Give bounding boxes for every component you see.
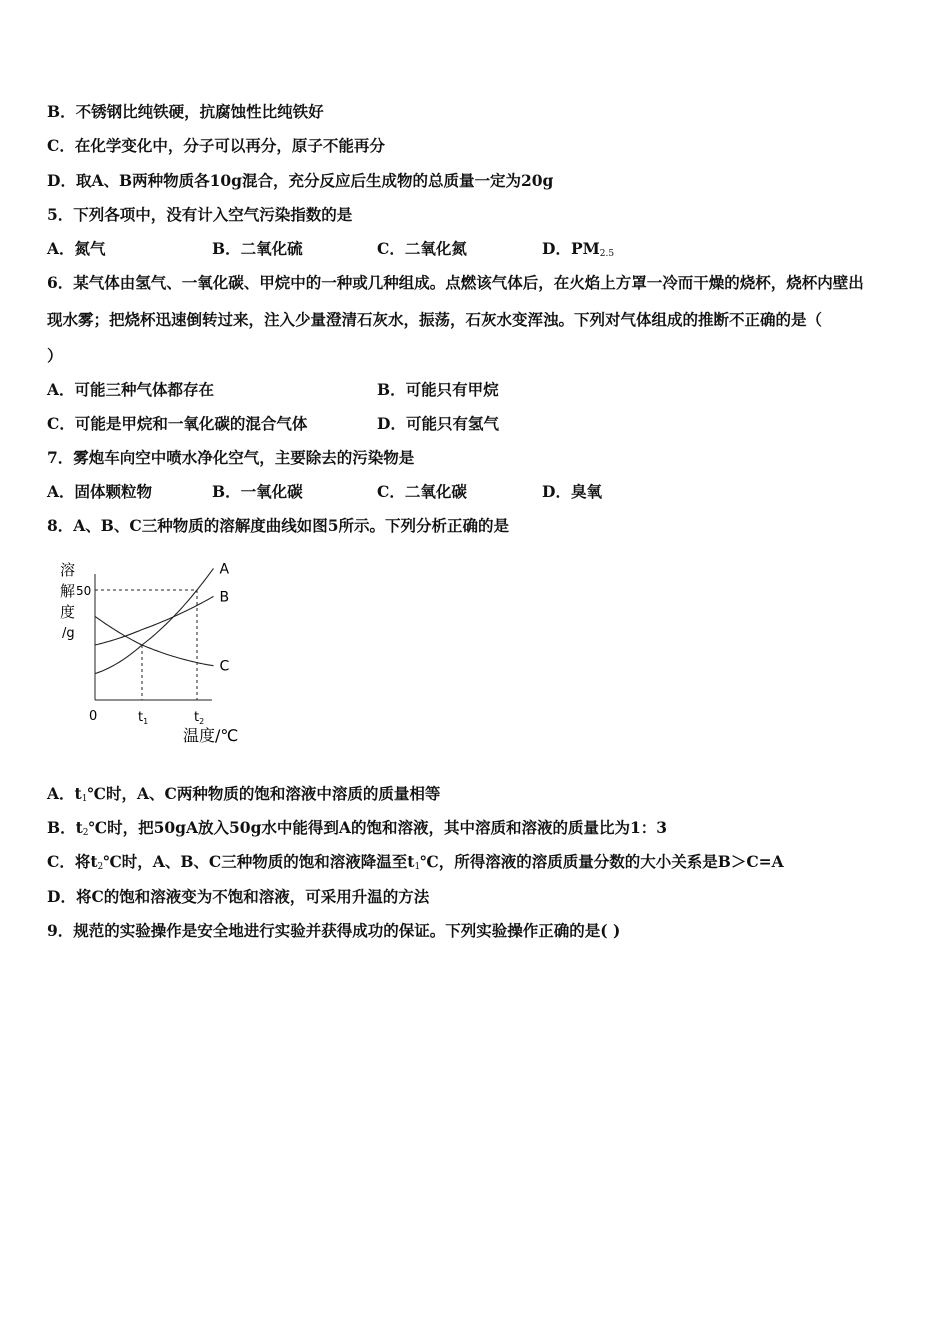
q5-option-d-subscript: 2.5: [599, 249, 615, 259]
q9-stem: 9．规范的实验操作是安全地进行实验并获得成功的保证。下列实验操作正确的是( ): [47, 921, 621, 940]
y-axis-label-unit: /g: [62, 626, 75, 641]
q6-option-b: B．可能只有甲烷: [377, 380, 499, 399]
q5-stem: 5．下列各项中，没有计入空气污染指数的是: [47, 205, 353, 224]
y-tick-label-50: 50: [76, 584, 92, 598]
q4-option-b: B．不锈钢比纯铁硬，抗腐蚀性比纯铁好: [47, 102, 324, 121]
q8-option-b-subscript: 2: [82, 828, 89, 838]
curve-c: [95, 616, 214, 665]
curve-a: [95, 568, 214, 673]
q5-option-d-main: D．PM: [542, 239, 600, 258]
q6-stem-line1: 6．某气体由氢气、一氧化碳、甲烷中的一种或几种组成。点燃该气体后，在火焰上方罩一冷而干燥的烧杯，烧杯内壁出: [47, 273, 864, 292]
q8-option-c-text: ℃，所得溶液的溶质质量分数的大小关系是B＞C=A: [420, 852, 784, 871]
q4-option-d: D．取A、B两种物质各10g混合，充分反应后生成物的总质量一定为20g: [47, 171, 554, 190]
curve-b: [95, 596, 214, 645]
q7-stem: 7．雾炮车向空中喷水净化空气，主要除去的污染物是: [47, 448, 415, 467]
q8-option-c: [47, 852, 784, 877]
q8-option-a-text: ℃时，A、C两种物质的饱和溶液中溶质的质量相等: [87, 784, 441, 803]
x-axis-label: 温度/℃: [183, 726, 239, 745]
q7-option-d: D．臭氧: [542, 482, 602, 501]
q6-option-d: D．可能只有氢气: [377, 414, 499, 433]
q5-option-d: [542, 239, 614, 264]
q8-option-a-text: A．t: [47, 784, 82, 803]
q7-option-b: B．一氧化碳: [212, 482, 303, 501]
curve-label-a: A: [219, 561, 230, 578]
origin-label: 0: [89, 709, 98, 724]
solubility-curve-chart: [40, 552, 255, 752]
q8-option-a: [47, 784, 440, 809]
q7-option-a: A．固体颗粒物: [47, 482, 153, 501]
q8-stem: 8．A、B、C三种物质的溶解度曲线如图5所示。下列分析正确的是: [47, 516, 510, 535]
q5-option-b: B．二氧化硫: [212, 239, 303, 258]
q6-option-a: A．可能三种气体都存在: [47, 380, 215, 399]
q8-option-c-text: C．将t: [47, 852, 98, 871]
x-tick-label-t2: $t_2$: [194, 710, 205, 726]
curve-label-c: C: [219, 658, 230, 675]
x-tick-label-t1: $t_1$: [138, 710, 149, 726]
q8-option-a-subscript: 1: [81, 794, 88, 804]
q8-option-b-text: ℃时，把50gA放入50g水中能得到A的饱和溶液，其中溶质和溶液的质量比为1：3: [88, 818, 668, 837]
q4-option-c: C．在化学变化中，分子可以再分，原子不能再分: [47, 136, 385, 155]
q7-option-c: C．二氧化碳: [377, 482, 467, 501]
q8-option-b: [47, 818, 667, 843]
y-axis-label-char: 溶: [60, 561, 76, 579]
q8-option-c-subscript: 1: [414, 862, 421, 872]
q8-option-d: D．将C的饱和溶液变为不饱和溶液，可采用升温的方法: [47, 887, 430, 906]
q6-stem-line2: 现水雾；把烧杯迅速倒转过来，注入少量澄清石灰水，振荡，石灰水变浑浊。下列对气体组成的推断不正确的是（: [47, 310, 823, 329]
q8-option-b-text: B．t: [47, 818, 83, 837]
q6-option-c: C．可能是甲烷和一氧化碳的混合气体: [47, 414, 308, 433]
q8-option-c-text: ℃时，A、B、C三种物质的饱和溶液降温至t: [103, 852, 415, 871]
q8-option-c-subscript: 2: [97, 862, 104, 872]
y-axis-label-char: 度: [60, 603, 76, 621]
q5-option-a: A．氮气: [47, 239, 106, 258]
y-axis-label-char: 解: [60, 582, 76, 600]
q6-stem-line3: ）: [47, 346, 63, 365]
q5-option-c: C．二氧化氮: [377, 239, 467, 258]
curve-label-b: B: [219, 589, 230, 606]
